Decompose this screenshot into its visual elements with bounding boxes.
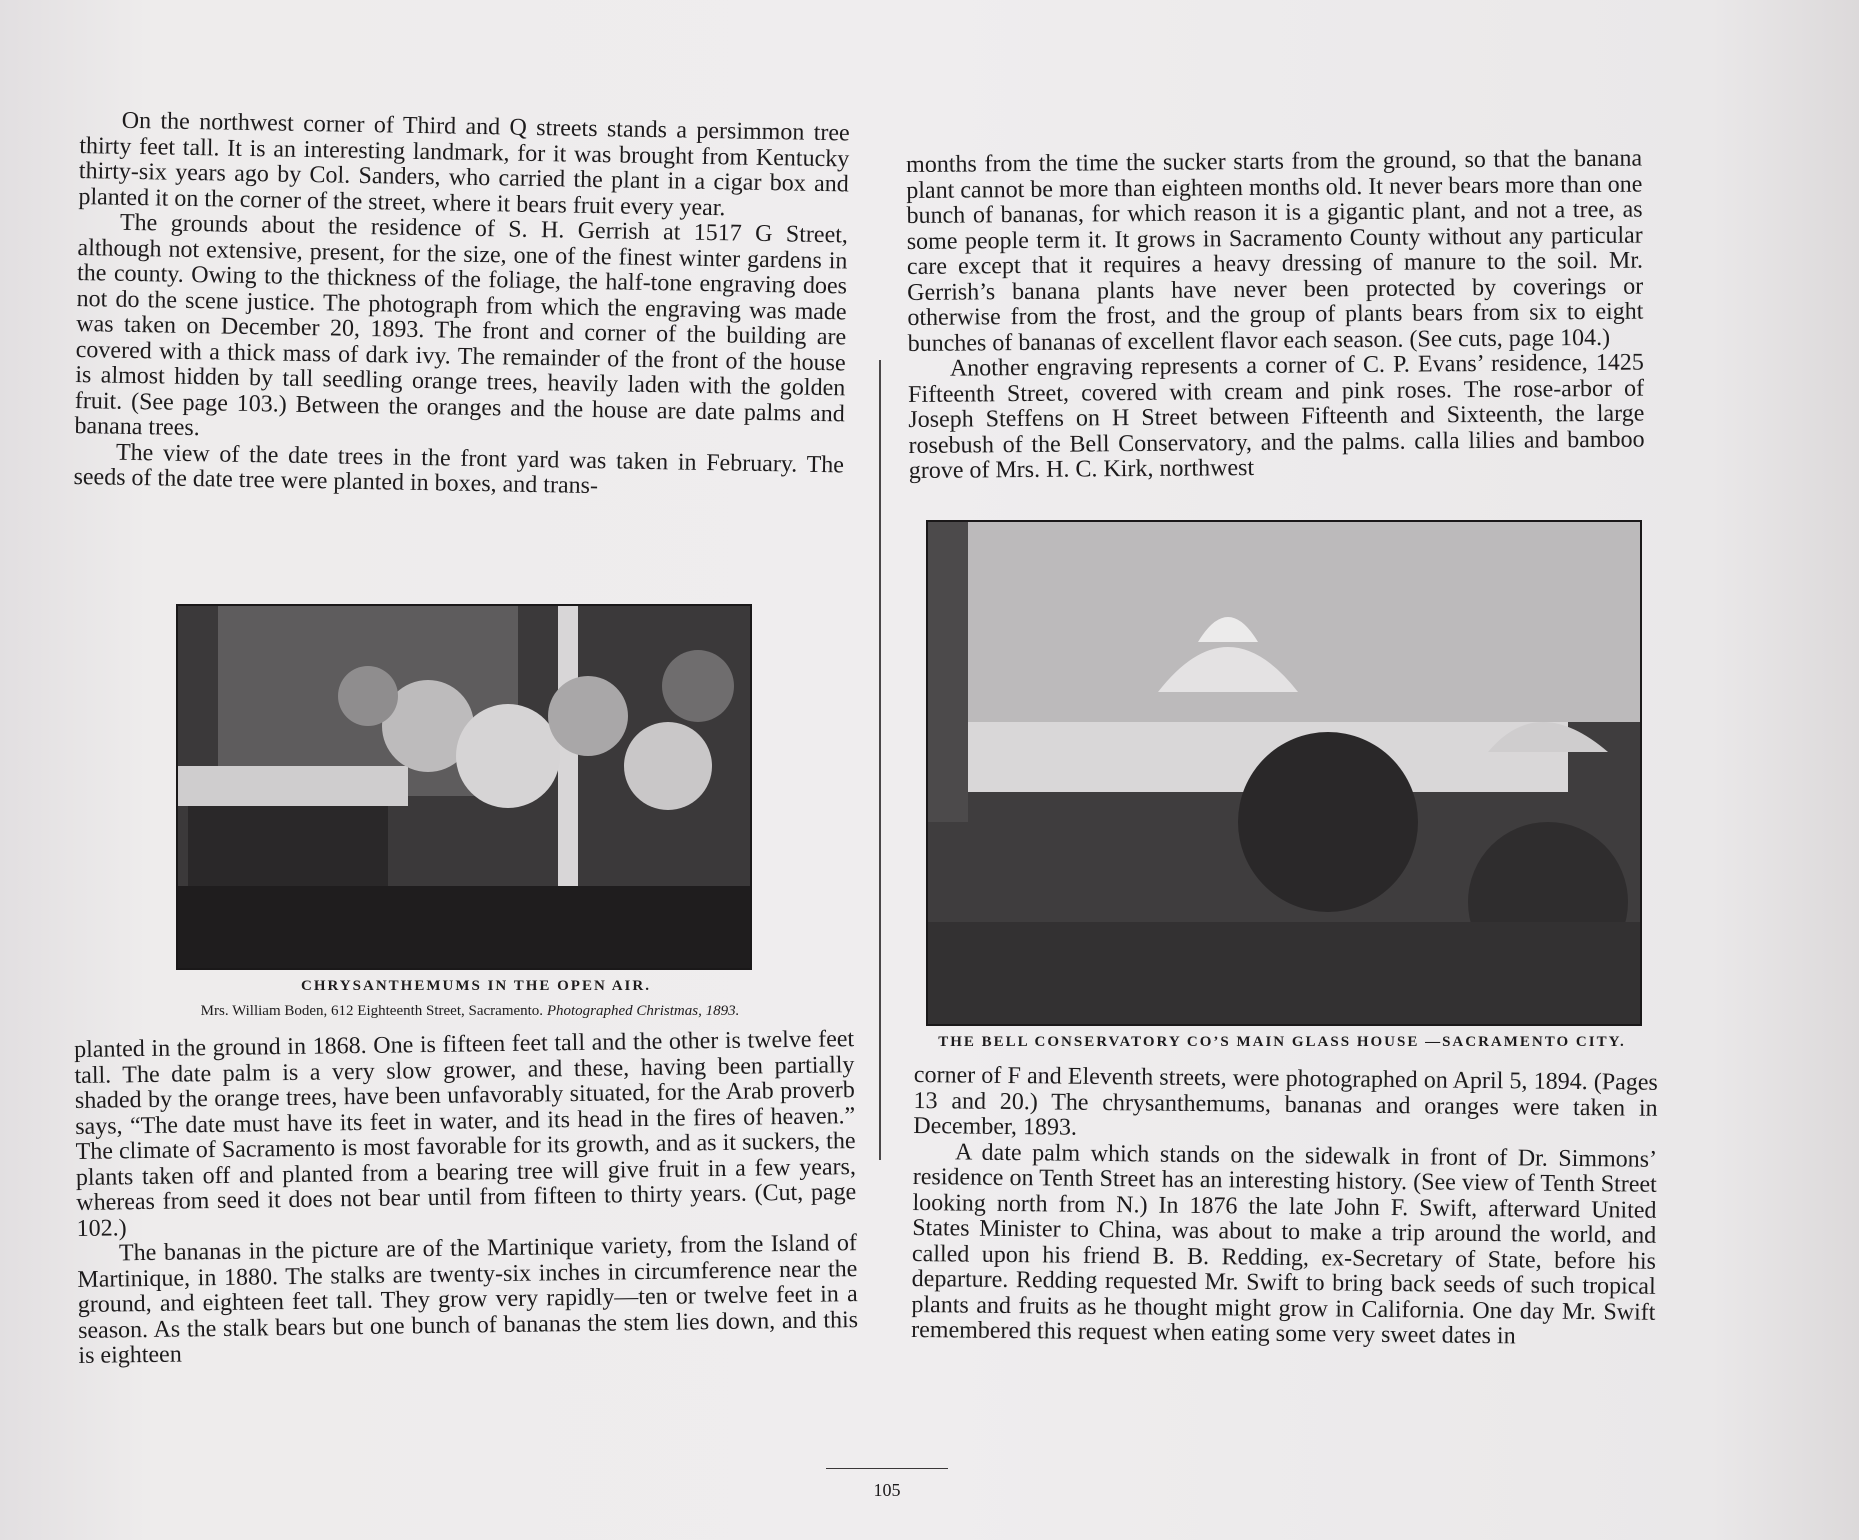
right-column-bottom-text <box>911 1063 1658 1351</box>
left-photo-caption-credit <box>90 1003 850 1020</box>
paragraph-bananas: The bananas in the picture are of the Martinique variety, from the Island of Martinique, in 1880. The stalks are twenty-six inches in circumference near the ground, and eighteen feet tall. They grow very rapidly—ten or twelve feet in a season. As the stalk bears but one bunch of bananas the stem lies down, and this is eighteen <box>77 1230 859 1369</box>
right-column-top-text <box>906 147 1645 485</box>
paragraph-evans-residence: Another engraving represents a corner of C. P. Evans’ residence, 1425 Fifteenth Street, covered with cream and pink roses. The rose-arbor of Joseph Steffens on H Street between Fifteenth and Sixteenth, the large rosebush of the Bell Conservatory, and the palms. calla lilies and bamboo grove of Mrs. H. C. Kirk, northwest <box>907 349 1645 484</box>
caption-photo-date: Photographed Christmas, 1893. <box>546 1003 740 1019</box>
left-photo-caption-title: CHRYSANTHEMUMS IN THE OPEN AIR. <box>301 978 651 994</box>
paragraph-date-palm-history: A date palm which stands on the sidewalk in front of Dr. Simmons’ residence on Tenth Street has an interesting history. (See view of Tenth Street looking north from N.) In 1876 the late John F. Swift, afterward United States Minister to China, was about to make a trip around the world, and called upon his friend B. B. Redding, ex-Secretary of State, before his departure. Redding requested Mr. Swift to bring back seeds of such tropical plants and fruits as he thought might grow in California. One day Mr. Swift remembered this request when eating some very sweet dates in <box>911 1138 1658 1350</box>
paragraph-date-palm: planted in the ground in 1868. One is fifteen feet tall and the other is twelve feet tall. The date palm is a very slow grower, and these, having been partially shaded by the orange trees, have been unfavorably situated, for the Arab proverb says, “The date must have its feet in water, and its head in the fires of heaven.” The climate of Sacramento is most favorable for its growth, and as it suckers, the plants taken off and planted from a bearing tree will give fruit in a few years, whereas from seed it does not bear until from fifteen to thirty years. (Cut, page 102.) <box>73 1026 857 1242</box>
paragraph-banana-plant: months from the time the sucker starts from the ground, so that the banana plant cannot be more than eighteen months old. It never bears more than one bunch of bananas, for which reason it is a gigantic plant, and not a tree, as some people term it. It grows in Sacramento County without any particular care except that it requires a heavy dressing of manure to the soil. Mr. Gerrish’s banana plants have never been protected by coverings or otherwise from the frost, and the group of plants bears from six to eight bunches of bananas of excellent flavor each season. (See cuts, page 104.) <box>905 145 1644 357</box>
conservatory-photo <box>926 520 1642 1026</box>
page-number: 105 <box>873 1480 901 1500</box>
left-column-bottom-text <box>74 1027 859 1369</box>
paragraph-persimmon: On the northwest corner of Third and Q streets stands a persimmon tree thirty feet tall. It is an interesting landmark, for it was brought from Kentucky thirty-six years ago by Col. Sanders, who carried the plant in a cigar box and planted it on the corner of the street, where it bears fruit every year. <box>78 107 850 221</box>
column-divider <box>879 360 881 1160</box>
right-photo-caption-title: THE BELL CONSERVATORY CO’S MAIN GLASS HOUSE —SACRAMENTO CITY. <box>938 1034 1626 1050</box>
paragraph-gerrish-grounds: The grounds about the residence of S. H. Gerrish at 1517 G Street, although not extensive, present, for the size, one of the finest winter gardens in the county. Owing to the thickness of the foliage, the half-tone engraving does not do the scene justice. The photograph from which the engraving was made was taken on December 20, 1893. The front and corner of the building are covered with a thick mass of dark ivy. The remainder of the front of the house is almost hidden by tall seedling orange trees, heavily laden with the golden fruit. (See page 103.) Between the oranges and the house are date palms and banana trees. <box>74 209 849 442</box>
chrysanthemums-photo <box>176 604 752 970</box>
paragraph-date-trees: The view of the date trees in the front yard was taken in February. The seeds of the date tree were planted in boxes, and trans- <box>73 439 845 500</box>
left-column-top-text <box>73 108 850 504</box>
caption-owner: Mrs. William Boden, 612 Eighteenth Street, Sacramento. <box>200 1003 544 1019</box>
paragraph-kirk-residence: corner of F and Eleventh streets, were photographed on April 5, 1894. (Pages 13 and 20.) The chrysanthemums, bananas and oranges were taken in December, 1893. <box>913 1062 1658 1141</box>
folio-rule <box>826 1468 948 1469</box>
